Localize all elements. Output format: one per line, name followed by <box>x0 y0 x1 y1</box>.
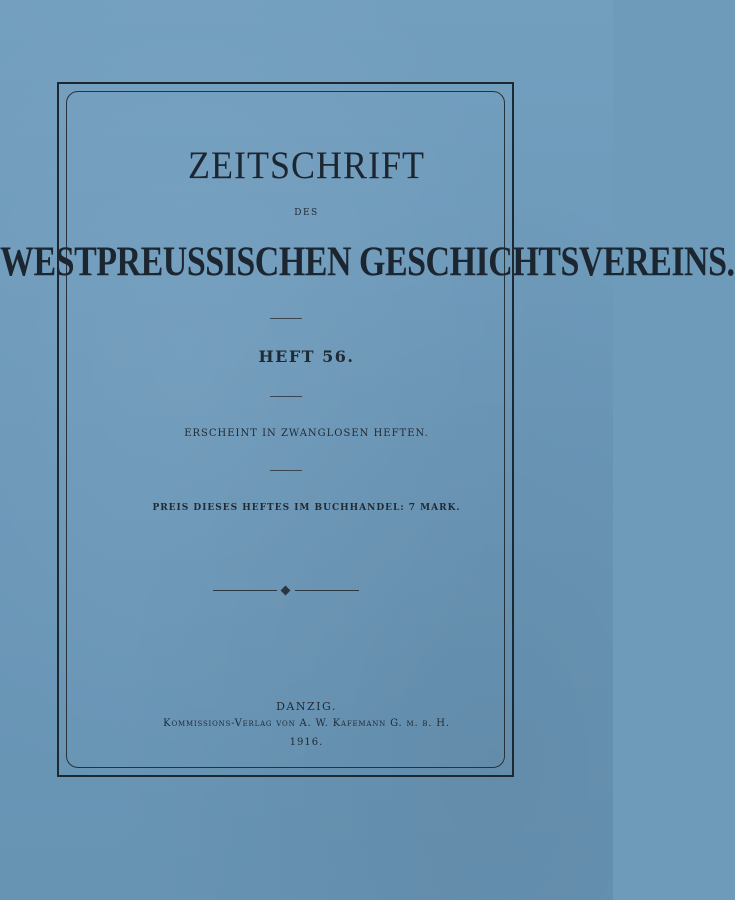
issue-number: HEFT 56. <box>258 347 355 366</box>
divider-rule-2 <box>270 396 302 397</box>
title-society-name: WESTPREUSSISCHEN GESCHICHTSVEREINS. <box>0 239 735 286</box>
title-zeitschrift: ZEITSCHRIFT <box>187 143 425 187</box>
publication-year: 1916. <box>289 737 324 748</box>
diamond-ornament-icon <box>281 586 291 596</box>
divider-rule-3 <box>270 470 302 471</box>
divider-rule-1 <box>270 318 302 319</box>
price-note: PREIS DIESES HEFTES IM BUCHHANDEL: 7 MARK. <box>152 503 461 513</box>
publisher-line: Kommissions-Verlag von A. W. Kafemann G. m. b. H. <box>163 718 450 729</box>
ornament-divider <box>213 585 359 597</box>
publication-frequency: ERSCHEINT IN ZWANGLOSEN HEFTEN. <box>184 428 429 439</box>
title-des: DES <box>294 208 319 218</box>
publication-city: DANZIG. <box>276 700 337 713</box>
